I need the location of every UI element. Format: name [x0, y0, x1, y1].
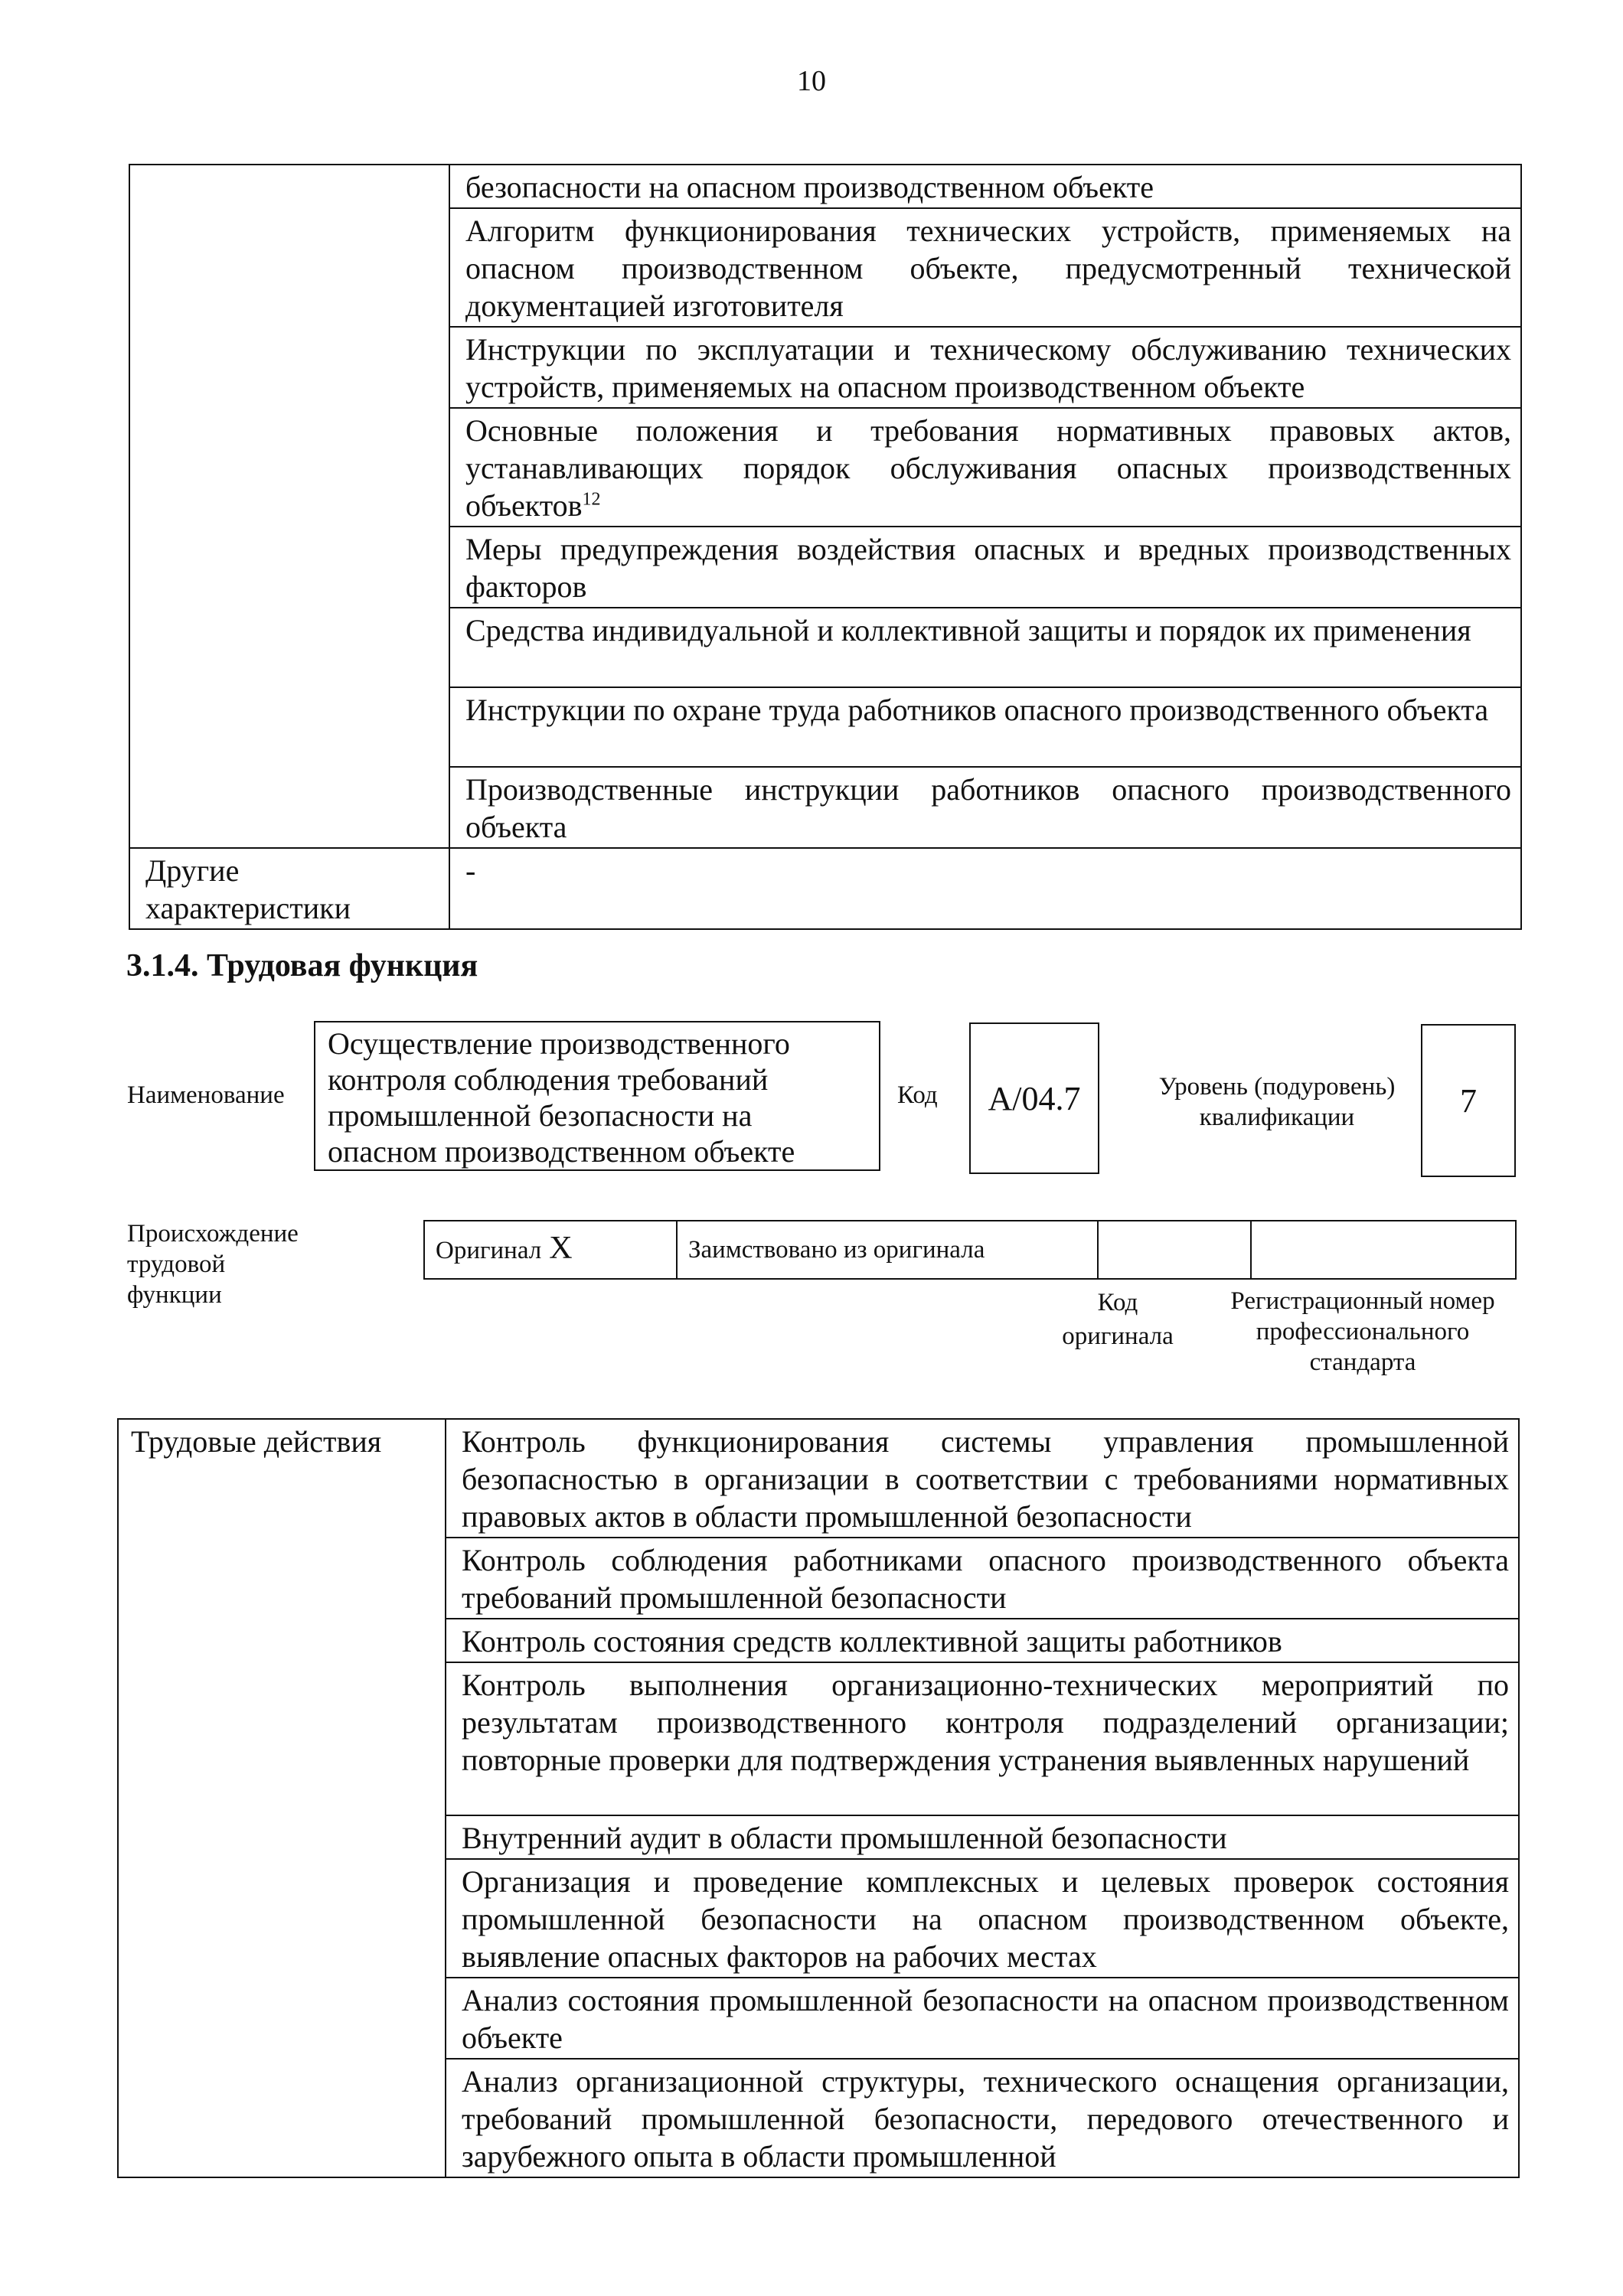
origin-original-label: Оригинал — [436, 1237, 542, 1264]
level-value-box: 7 — [1421, 1024, 1516, 1177]
table-row — [129, 848, 1521, 929]
origin-reg-cell — [1251, 1221, 1516, 1279]
knowledge-item: Средства индивидуальной и коллективной защиты и порядок их применения — [449, 608, 1521, 687]
name-label: Наименование — [127, 1081, 285, 1109]
other-characteristics-value: - — [449, 848, 1521, 929]
knowledge-item: Инструкции по эксплуатации и техническому обслуживанию технических устройств, применяемых на опасном производственном объекте — [449, 327, 1521, 408]
labor-action-item: Контроль состояния средств коллективной защиты работников — [446, 1619, 1519, 1662]
knowledge-item: Меры предупреждения воздействия опасных и вредных производственных факторов — [449, 527, 1521, 608]
function-name-box: Осуществление производственного контроля соблюдения требований промышленной безопасности на опасном производственном объекте — [314, 1021, 880, 1171]
origin-code-cell — [1098, 1221, 1251, 1279]
other-characteristics-label: Другие характеристики — [129, 848, 449, 929]
origin-original-mark: X — [549, 1231, 573, 1266]
knowledge-item: Производственные инструкции работников опасного производственного объекта — [449, 767, 1521, 848]
section-title: 3.1.4. Трудовая функция — [126, 948, 478, 983]
origin-code-caption: Код оригинала — [1062, 1289, 1174, 1350]
origin-table — [423, 1220, 1517, 1280]
table-row — [118, 1419, 1519, 1538]
knowledge-item: Инструкции по охране труда работников опасного производственного объекта — [449, 687, 1521, 767]
table-row — [424, 1221, 1516, 1279]
empty-label-cell — [129, 165, 449, 848]
knowledge-item: безопасности на опасном производственном объекте — [449, 165, 1521, 208]
knowledge-item — [449, 408, 1521, 527]
origin-reg-caption: Регистрационный номер профессионального стандарта — [1230, 1287, 1495, 1376]
labor-actions-table — [117, 1418, 1520, 2178]
code-label: Код — [897, 1081, 938, 1109]
labor-actions-label: Трудовые действия — [118, 1419, 446, 2177]
knowledge-item: Алгоритм функционирования технических устройств, применяемых на опасном производственном объекте, предусмотренный технической документацией изготовителя — [449, 208, 1521, 327]
labor-action-item: Внутренний аудит в области промышленной безопасности — [446, 1815, 1519, 1859]
labor-action-item: Организация и проведение комплексных и целевых проверок состояния промышленной безопасности на опасном производственном объекте, выявление опасных факторов на рабочих местах — [446, 1859, 1519, 1978]
labor-action-item: Контроль соблюдения работниками опасного производственного объекта требований промышленной безопасности — [446, 1538, 1519, 1619]
labor-action-item: Анализ организационной структуры, технического оснащения организации, требований промышленной безопасности, передового отечественного и зарубежного опыта в области промышленной — [446, 2059, 1519, 2177]
knowledge-item-text: Основные положения и требования нормативных правовых актов, устанавливающих порядок обслуживания опасных производственных объектов — [465, 413, 1511, 523]
origin-label: Происхождение трудовой функции — [127, 1220, 299, 1309]
labor-action-item: Контроль выполнения организационно-технических мероприятий по результатам производственного контроля подразделений организации; повторные проверки для подтверждения устранения выявленных нарушений — [446, 1662, 1519, 1815]
labor-action-item: Контроль функционирования системы управления промышленной безопасностью в организации в соответствии с требованиями нормативных правовых актов в области промышленной безопасности — [446, 1419, 1519, 1538]
origin-original-cell — [424, 1221, 677, 1279]
footnote-mark: 12 — [582, 489, 601, 510]
table-row — [129, 165, 1521, 208]
labor-action-item: Анализ состояния промышленной безопасности на опасном производственном объекте — [446, 1978, 1519, 2059]
page-number: 10 — [797, 65, 826, 97]
origin-borrowed-cell: Заимствовано из оригинала — [677, 1221, 1098, 1279]
level-label: Уровень (подуровень) квалификации — [1158, 1073, 1396, 1131]
code-value-box: A/04.7 — [969, 1022, 1099, 1174]
knowledge-table — [129, 164, 1522, 930]
